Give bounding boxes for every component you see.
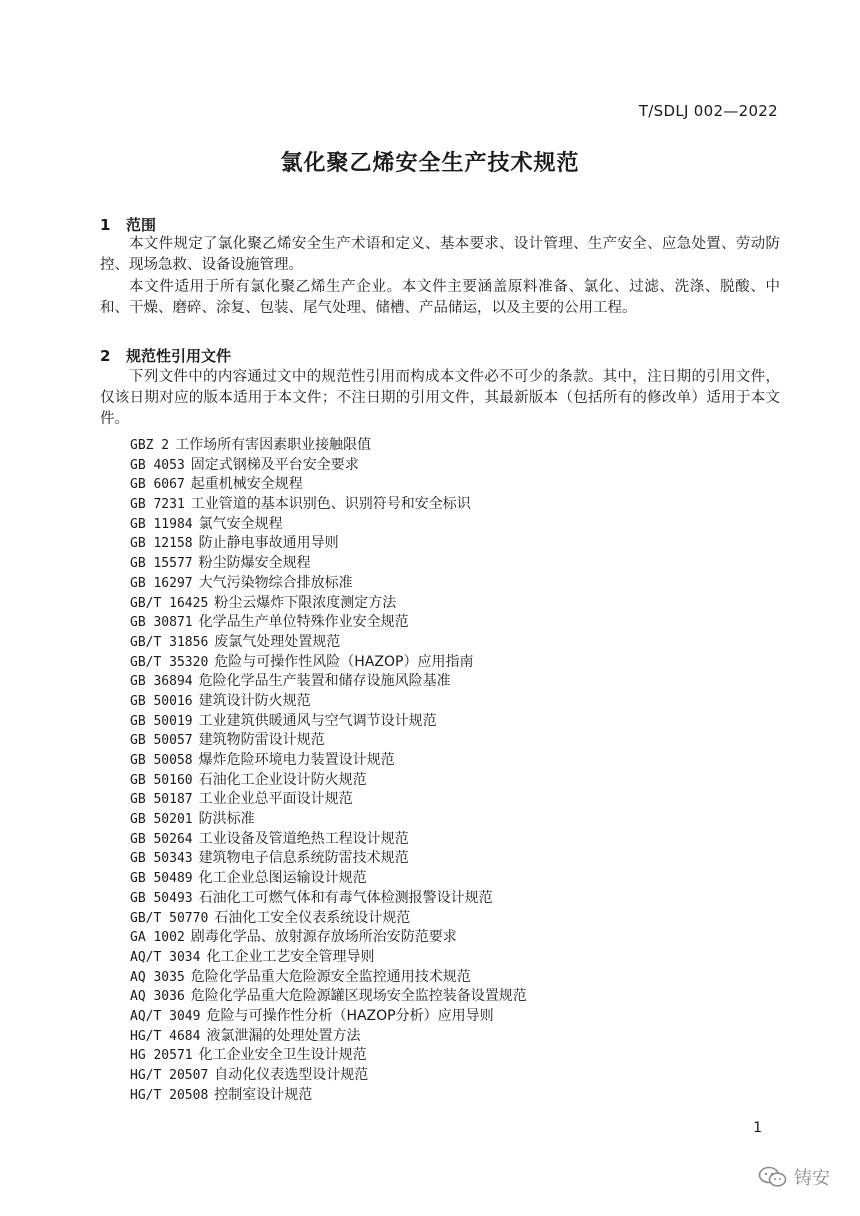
reference-item (130, 987, 790, 1007)
reference-code: GB 15577 (130, 556, 193, 572)
reference-item (130, 928, 790, 948)
reference-code: GB 50493 (130, 890, 193, 906)
reference-name: 工业建筑供暖通风与空气调节设计规范 (198, 712, 437, 729)
reference-code: GA 1002 (130, 930, 185, 946)
reference-item (130, 515, 790, 535)
wechat-icon (758, 1166, 788, 1188)
reference-item (130, 889, 790, 909)
reference-item (130, 594, 790, 614)
reference-name: 危险与可操作性分析（HAZOP分析）应用导则 (206, 1007, 494, 1024)
reference-name: 剧毒化学品、放射源存放场所治安防范要求 (190, 929, 457, 946)
reference-item (130, 1007, 790, 1027)
reference-code: HG/T 20507 (130, 1068, 209, 1083)
reference-code: GB/T 35320 (130, 654, 209, 670)
reference-item (130, 436, 790, 456)
reference-item (130, 692, 790, 712)
section-2-title: 规范性引用文件 (126, 347, 232, 365)
reference-code: GB 50057 (130, 733, 193, 749)
reference-name: 液氯泄漏的处理处置方法 (206, 1027, 361, 1044)
reference-name: 建筑物电子信息系统防雷技术规范 (198, 850, 409, 867)
reference-item (130, 574, 790, 594)
reference-code: GB 36894 (130, 674, 193, 690)
references-intro: 下列文件中的内容通过文中的规范性引用而构成本文件必不可少的条款。其中，注日期的引用文件，仅该日期对应的版本适用于本文件；不注日期的引用文件，其最新版本（包括所有的修改单）适用于本文件。 (100, 369, 780, 427)
reference-item (130, 672, 790, 692)
watermark (758, 1164, 830, 1190)
reference-code: GB 50489 (130, 871, 193, 887)
reference-code: GB 4053 (130, 457, 185, 473)
reference-code: GB/T 16425 (130, 595, 209, 611)
reference-name: 起重机械安全规程 (190, 476, 303, 493)
reference-name: 氯气安全规程 (198, 515, 283, 532)
reference-code: HG/T 4684 (130, 1028, 201, 1044)
reference-name: 大气污染物综合排放标准 (198, 574, 353, 591)
reference-code: GB 50264 (130, 831, 193, 847)
reference-name: 石油化工企业设计防火规范 (198, 771, 367, 788)
reference-name: 工作场所有害因素职业接触限值 (175, 437, 372, 453)
reference-item (130, 633, 790, 653)
reference-code: HG 20571 (130, 1048, 193, 1064)
reference-name: 自动化仪表选型设计规范 (214, 1067, 369, 1083)
reference-item (130, 1066, 790, 1086)
page-number: 1 (753, 1120, 762, 1136)
reference-item (130, 456, 790, 476)
reference-item (130, 1027, 790, 1047)
section-1-heading (100, 214, 156, 235)
reference-code: AQ 3035 (130, 969, 185, 985)
reference-code: GB 50019 (130, 713, 193, 729)
reference-item (130, 1086, 790, 1106)
reference-item (130, 495, 790, 515)
reference-code: GBZ 2 (130, 438, 170, 453)
reference-name: 控制室设计规范 (214, 1086, 313, 1103)
scope-paragraph-1: 本文件规定了氯化聚乙烯安全生产术语和定义、基本要求、设计管理、生产安全、应急处置、劳动防控、现场急救、设备设施管理。 (100, 236, 780, 273)
reference-code: GB 50343 (130, 851, 193, 867)
reference-item (130, 653, 790, 673)
scope-paragraph-2: 本文件适用于所有氯化聚乙烯生产企业。本文件主要涵盖原料准备、氯化、过滤、洗涤、脱酸、中和、干燥、磨碎、涂复、包装、尾气处理、储槽、产品储运，以及主要的公用工程。 (100, 279, 780, 316)
reference-code: GB 6067 (130, 477, 185, 493)
section-1-number: 1 (100, 216, 111, 234)
watermark-text: 铸安 (794, 1168, 830, 1189)
reference-code: AQ/T 3034 (130, 949, 201, 965)
reference-code: GB 50201 (130, 812, 193, 828)
document-title: 氯化聚乙烯安全生产技术规范 (280, 151, 580, 176)
reference-code: AQ/T 3049 (130, 1008, 201, 1024)
reference-name: 危险化学品重大危险源罐区现场安全监控装备设置规范 (190, 988, 527, 1005)
reference-item (130, 849, 790, 869)
reference-name: 粉尘云爆炸下限浓度测定方法 (214, 594, 397, 611)
document-code: T/SDLJ 002—2022 (638, 102, 778, 120)
reference-code: GB 12158 (130, 536, 193, 552)
reference-code: GB 50187 (130, 792, 193, 808)
reference-item (130, 830, 790, 850)
reference-list (130, 436, 790, 1105)
reference-code: GB 30871 (130, 615, 193, 631)
reference-item (130, 475, 790, 495)
reference-name: 防洪标准 (198, 811, 255, 828)
reference-item (130, 534, 790, 554)
reference-code: GB 50058 (130, 753, 193, 768)
reference-name: 危险化学品重大危险源安全监控通用技术规范 (190, 968, 471, 985)
section-2-number: 2 (100, 347, 111, 365)
reference-code: GB 16297 (130, 575, 193, 591)
reference-name: 废氯气处理处置规范 (214, 633, 341, 650)
reference-item (130, 554, 790, 574)
reference-name: 化工企业安全卫生设计规范 (198, 1047, 367, 1064)
reference-code: GB 11984 (130, 516, 193, 532)
reference-name: 建筑设计防火规范 (198, 692, 311, 709)
reference-name: 粉尘防爆安全规程 (198, 555, 311, 572)
reference-item (130, 968, 790, 988)
reference-item (130, 751, 790, 771)
reference-name: 石油化工安全仪表系统设计规范 (214, 909, 411, 926)
reference-item (130, 909, 790, 929)
reference-item (130, 810, 790, 830)
reference-name: 石油化工可燃气体和有毒气体检测报警设计规范 (198, 889, 493, 906)
reference-name: 化学品生产单位特殊作业安全规范 (198, 614, 409, 631)
reference-name: 化工企业工艺安全管理导则 (206, 948, 375, 965)
reference-name: 工业设备及管道绝热工程设计规范 (198, 830, 409, 847)
reference-code: GB 50016 (130, 693, 193, 709)
reference-name: 工业企业总平面设计规范 (198, 791, 353, 808)
reference-name: 危险与可操作性风险（HAZOP）应用指南 (214, 653, 474, 670)
reference-item (130, 1046, 790, 1066)
reference-code: GB/T 50770 (130, 910, 209, 926)
reference-item (130, 712, 790, 732)
reference-name: 建筑物防雷设计规范 (198, 732, 325, 749)
reference-item (130, 948, 790, 968)
reference-code: HG/T 20508 (130, 1087, 209, 1103)
reference-item (130, 731, 790, 751)
reference-name: 固定式钢梯及平台安全要求 (190, 456, 359, 473)
reference-code: GB 7231 (130, 497, 185, 513)
section-1-title: 范围 (126, 216, 157, 234)
reference-item (130, 790, 790, 810)
reference-item (130, 869, 790, 889)
reference-name: 危险化学品生产装置和储存设施风险基准 (198, 673, 451, 690)
reference-name: 工业管道的基本识别色、识别符号和安全标识 (190, 496, 471, 513)
reference-name: 防止静电事故通用导则 (198, 535, 339, 552)
reference-name: 化工企业总图运输设计规范 (198, 870, 367, 887)
reference-code: GB/T 31856 (130, 634, 209, 650)
reference-item (130, 771, 790, 791)
reference-code: GB 50160 (130, 772, 193, 788)
reference-item (130, 613, 790, 633)
reference-code: AQ 3036 (130, 989, 185, 1005)
section-2-heading (100, 345, 231, 366)
reference-name: 爆炸危险环境电力装置设计规范 (198, 752, 395, 768)
